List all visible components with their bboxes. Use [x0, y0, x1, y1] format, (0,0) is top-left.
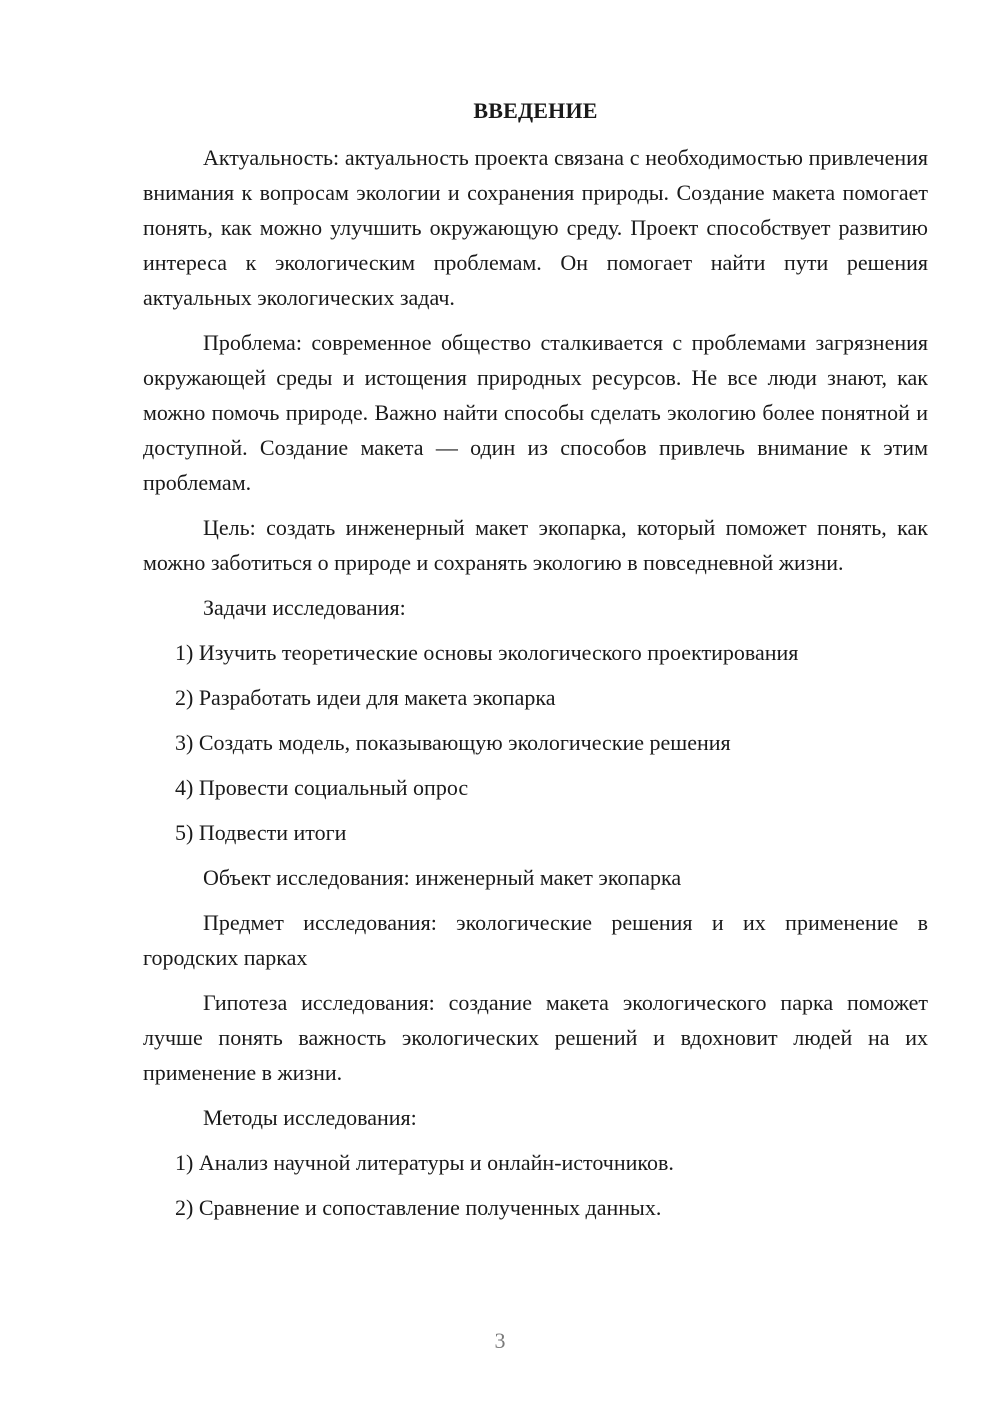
task-item: 2) Разработать идеи для макета экопарка [175, 685, 556, 710]
page-content [143, 93, 928, 1235]
methods-heading: Методы исследования: [203, 1105, 417, 1130]
methods-list [143, 1145, 928, 1225]
page-number: 3 [494, 1328, 506, 1353]
tasks-heading: Задачи исследования: [203, 595, 406, 620]
object-paragraph: Объект исследования: инженерный макет экопарка [203, 865, 682, 890]
task-item: 1) Изучить теоретические основы экологического проектирования [175, 640, 799, 665]
hypothesis-paragraph: Гипотеза исследования: создание макета экологического парка поможет лучше понять важность экологических решений и вдохновит людей на их применение в жизни. [143, 990, 928, 1085]
subject-paragraph: Предмет исследования: экологические решения и их применение в городских парках [143, 910, 928, 970]
tasks-list [143, 635, 928, 850]
section-title: ВВЕДЕНИЕ [473, 98, 598, 123]
task-item: 4) Провести социальный опрос [175, 775, 469, 800]
problem-paragraph: Проблема: современное общество сталкивается с проблемами загрязнения окружающей среды и истощения природных ресурсов. Не все люди знают, как можно помочь природе. Важно найти способы сделать экологию более понятной и доступной. Создание макета — один из способов привлечь внимание к этим проблемам. [143, 330, 928, 495]
method-item: 2) Сравнение и сопоставление полученных данных. [175, 1195, 662, 1220]
relevance-paragraph: Актуальность: актуальность проекта связана с необходимостью привлечения внимания к вопросам экологии и сохранения природы. Создание макета помогает понять, как можно улучшить окружающую среду. Проект способствует развитию интереса к экологическим проблемам. Он помогает найти пути решения актуальных экологических задач. [143, 145, 928, 310]
method-item: 1) Анализ научной литературы и онлайн-источников. [175, 1150, 674, 1175]
goal-paragraph: Цель: создать инженерный макет экопарка, который поможет понять, как можно заботиться о природе и сохранять экологию в повседневной жизни. [143, 515, 928, 575]
task-item: 5) Подвести итоги [175, 820, 347, 845]
task-item: 3) Создать модель, показывающую экологические решения [175, 730, 731, 755]
